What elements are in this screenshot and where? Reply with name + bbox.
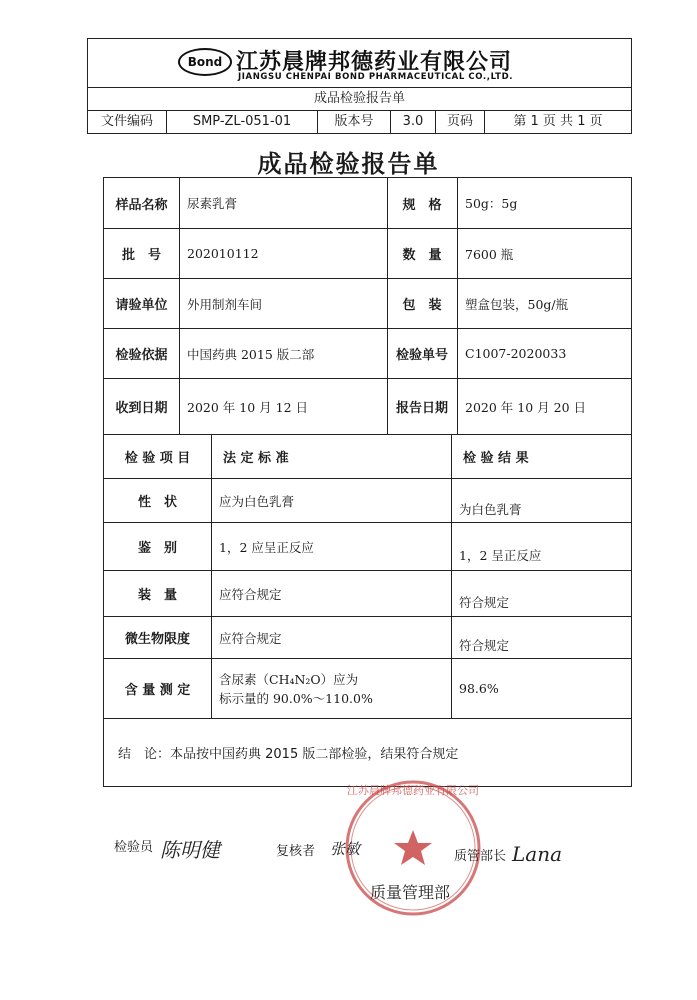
assay-standard-line1: 含尿素（CH₄N₂O）应为: [219, 671, 359, 687]
test-standard: 应为白色乳膏: [219, 493, 295, 509]
test-item: 性 状: [137, 495, 177, 510]
page-title: 成品检验报告单: [257, 150, 440, 178]
table-row: [104, 570, 631, 616]
test-result: 符合规定: [459, 637, 510, 653]
table-row: [104, 522, 631, 570]
reviewer-signature: 张敏: [330, 840, 361, 858]
dept-label: 请验单位: [115, 298, 168, 313]
info-row-dates: [104, 378, 631, 434]
test-item: 微生物限度: [124, 632, 190, 647]
doc-no: SMP-ZL-051-01: [167, 111, 318, 133]
manager-signature: Lana: [512, 842, 563, 866]
package-label: 包 装: [402, 298, 442, 313]
manager-label: 质管部长: [454, 849, 507, 864]
inspector-label: 检验员: [114, 840, 154, 855]
form-title: 成品检验报告单: [88, 88, 631, 111]
test-result: 1，2 呈正反应: [459, 547, 542, 563]
sample-name: 尿素乳膏: [187, 196, 238, 211]
document-header: [87, 38, 632, 134]
test-standard: 应符合规定: [219, 630, 282, 646]
version-label: 版本号: [318, 111, 391, 133]
dept: 外用制剂车间: [187, 296, 263, 312]
reviewer-label: 复核者: [276, 844, 316, 859]
table-row: [104, 616, 631, 658]
page-label: 页码: [436, 111, 485, 133]
inspector-signature: 陈明健: [160, 838, 220, 862]
quantity: 7600 瓶: [465, 246, 514, 262]
document-meta-row: [88, 111, 631, 133]
report-no: C1007-2020033: [465, 346, 567, 361]
test-item: 鉴 别: [137, 541, 177, 556]
sample-name-label: 样品名称: [115, 197, 168, 213]
test-result: 符合规定: [459, 594, 510, 610]
info-row-batch: [104, 228, 631, 278]
test-result: 98.6%: [459, 681, 499, 696]
report-no-label: 检验单号: [395, 348, 448, 363]
spec-label: 规 格: [402, 197, 442, 213]
col-header-result: 检 验 结 果: [463, 451, 529, 466]
basis-label: 检验依据: [115, 348, 168, 363]
company-banner: [88, 39, 631, 88]
batch-label: 批 号: [121, 248, 161, 263]
bond-logo-icon: Bond: [178, 48, 232, 76]
version: 3.0: [391, 111, 436, 133]
received-date: 2020 年 10 月 12 日: [187, 399, 308, 415]
test-item: 含 量 测 定: [124, 683, 191, 698]
conclusion-row: [104, 718, 631, 786]
received-label: 收到日期: [115, 401, 168, 416]
test-result: 为白色乳膏: [459, 501, 522, 517]
test-standard: 应符合规定: [219, 586, 282, 602]
table-row: [104, 658, 631, 718]
company-name-en: JIANGSU CHENPAI BOND PHARMACEUTICAL CO.,LTD.: [238, 72, 514, 82]
stamp-center-text: 质量管理部: [369, 883, 450, 902]
company-name-cn: 江苏晨牌邦德药业有限公司: [236, 50, 513, 75]
package: 塑盒包装，50g/瓶: [465, 296, 569, 312]
report-table: [103, 177, 632, 787]
info-row-dept: [104, 278, 631, 328]
batch-number: 202010112: [187, 246, 259, 261]
report-date-label: 报告日期: [395, 401, 448, 416]
conclusion-text: 结 论：本品按中国药典 2015 版二部检验，结果符合规定: [118, 747, 459, 762]
stamp-ring-text: 江苏晨牌邦德药业有限公司: [347, 784, 479, 797]
report-date: 2020 年 10 月 20 日: [465, 399, 586, 415]
test-standard: [211, 659, 451, 718]
info-row-sample: [104, 178, 631, 228]
assay-standard-line2: 标示量的 90.0%～110.0%: [219, 690, 373, 706]
doc-no-label: 文件编码: [88, 111, 167, 133]
info-row-basis: [104, 328, 631, 378]
table-row: [104, 478, 631, 522]
page-number: 第 1 页 共 1 页: [513, 114, 603, 129]
col-header-standard: 法 定 标 准: [223, 451, 289, 466]
tests-header-row: [104, 434, 631, 478]
test-standard: 1，2 应呈正反应: [219, 539, 314, 555]
spec: 50g：5g: [465, 196, 518, 211]
basis: 中国药典 2015 版二部: [187, 346, 315, 362]
test-item: 装 量: [137, 588, 177, 603]
col-header-item: 检 验 项 目: [124, 451, 191, 466]
quantity-label: 数 量: [402, 248, 442, 263]
